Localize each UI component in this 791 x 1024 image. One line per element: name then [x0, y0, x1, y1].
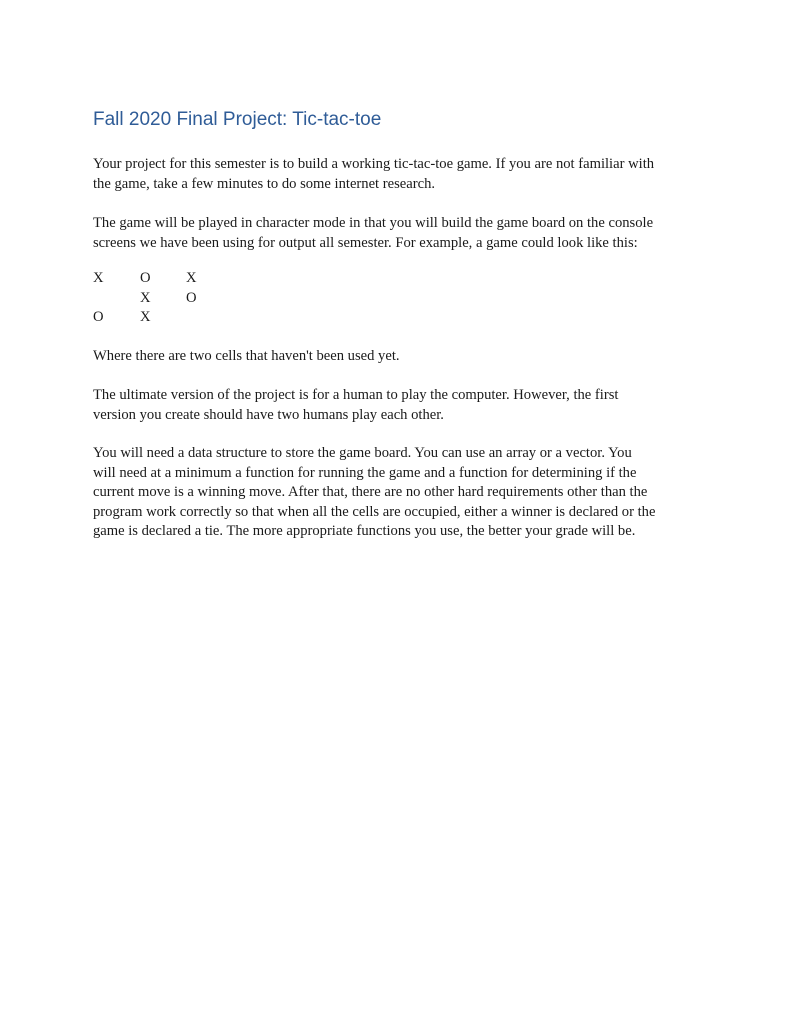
- requirements-paragraph: [93, 444, 703, 542]
- text-line: The ultimate version of the project is for a human to play the computer. However, the first: [93, 387, 619, 403]
- board-cell: X: [140, 289, 151, 306]
- text-line: program work correctly so that when all the cells are occupied, either a winner is declared or the: [93, 503, 656, 520]
- text-line: Where there are two cells that haven't been used yet.: [93, 348, 400, 364]
- board-cell: X: [93, 270, 104, 286]
- text-line: current move is a winning move. After that, there are no other hard requirements other than the: [93, 484, 648, 500]
- versions-paragraph: [93, 386, 703, 425]
- unused-cells-paragraph: [93, 347, 703, 367]
- page-title: Fall 2020 Final Project: Tic-tac-toe: [93, 109, 382, 130]
- text-line: You will need a data structure to store the game board. You can use an array or a vector. You: [93, 445, 632, 461]
- text-line: The game will be played in character mode in that you will build the game board on the console: [93, 215, 654, 231]
- board-cell: O: [140, 270, 151, 286]
- text-line: Your project for this semester is to build a working tic-tac-toe game. If you are not familiar with: [93, 156, 655, 172]
- text-line: will need at a minimum a function for running the game and a function for determining if the: [93, 464, 637, 481]
- board-cell: X: [186, 270, 197, 286]
- text-line: screens we have been using for output all semester. For example, a game could look like this:: [93, 234, 638, 251]
- text-line: the game, take a few minutes to do some internet research.: [93, 175, 436, 192]
- board-cell: O: [186, 289, 197, 306]
- text-line: version you create should have two humans play each other.: [93, 406, 444, 423]
- text-line: game is declared a tie. The more appropriate functions you use, the better your grade will be.: [93, 523, 636, 539]
- intro-paragraph: [93, 155, 703, 194]
- console-paragraph: [93, 214, 703, 253]
- board-cell: X: [140, 309, 151, 325]
- board-cell: O: [93, 309, 104, 325]
